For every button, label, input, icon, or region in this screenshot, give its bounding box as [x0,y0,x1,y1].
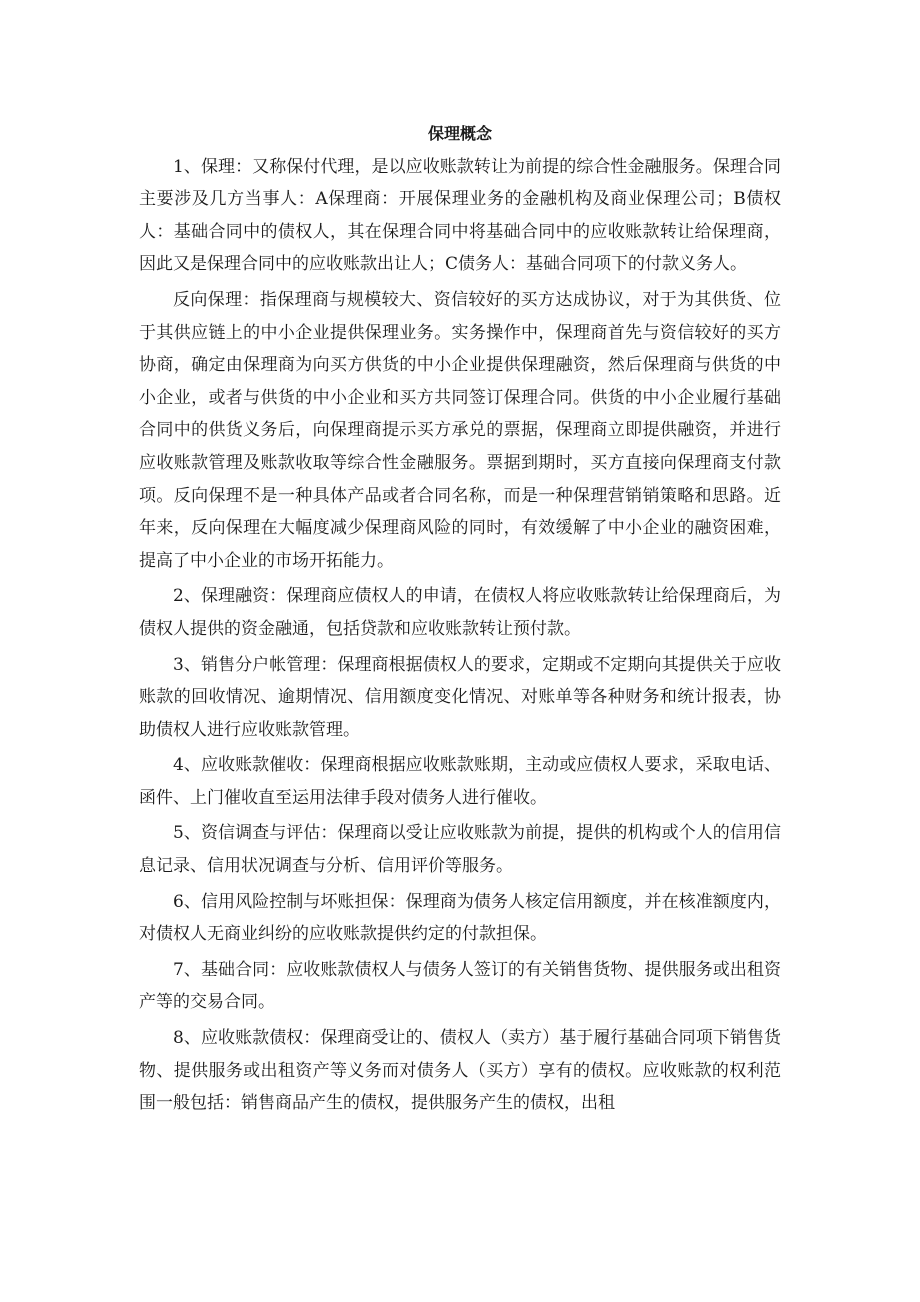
paragraph-receivables-collection: 4、应收账款催收：保理商根据应收账款账期，主动或应债权人要求，采取电话、函件、上门催收直至运用法律手段对债务人进行催收。 [139,755,781,808]
document-title: 保理概念 [427,124,492,143]
paragraph-underlying-contract: 7、基础合同：应收账款债权人与债务人签订的有关销售货物、提供服务或出租资产等的交易合同。 [139,959,781,1013]
document-body [139,118,781,1120]
paragraph-receivables-claim: 8、应收账款债权：保理商受让的、债权人（卖方）基于履行基础合同项下销售货物、提供服务或出租资产等义务而对债务人（买方）享有的债权。应收账款的权利范围一般包括：销售商品产生的债权，提供服务产生的债权，出租 [139,1028,781,1114]
paragraph-credit-risk-guarantee: 6、信用风险控制与坏账担保：保理商为债务人核定信用额度，并在核准额度内，对债权人无商业纠纷的应收账款提供约定的付款担保。 [139,891,781,945]
paragraph-sales-ledger-management: 3、销售分户帐管理：保理商根据债权人的要求，定期或不定期向其提供关于应收账款的回收情况、逾期情况、信用额度变化情况、对账单等各种财务和统计报表，协助债权人进行应收账款管理。 [139,654,781,740]
paragraph-reverse-factoring: 反向保理：指保理商与规模较大、资信较好的买方达成协议，对于为其供货、位于其供应链上的中小企业提供保理业务。实务操作中，保理商首先与资信较好的买方协商，确定由保理商为向买方供货的中小企业提供保理融资，然后保理商与供货的中小企业，或者与供货的中小企业和买方共同签订保理合同。供货的中小企业履行基础合同中的供货义务后，向保理商提示买方承兑的票据，保理商立即提供融资，并进行应收账款管理及账款收取等综合性金融服务。票据到期时，买方直接向保理商支付款项。反向保理不是一种具体产品或者合同名称，而是一种保理营销销策略和思路。近年来，反向保理在大幅度减少保理商风险的同时，有效缓解了中小企业的融资困难，提高了中小企业的市场开拓能力。 [139,289,781,571]
paragraph-factoring-definition: 1、保理：又称保付代理，是以应收账款转让为前提的综合性金融服务。保理合同主要涉及几方当事人：A保理商：开展保理业务的金融机构及商业保理公司；B债权人：基础合同中的债权人，其在保理合同中将基础合同中的应收账款转让给保理商，因此又是保理合同中的应收账款出让人；C债务人：基础合同项下的付款义务人。 [139,156,781,275]
paragraph-factoring-financing: 2、保理融资：保理商应债权人的申请，在债权人将应收账款转让给保理商后，为债权人提供的资金融通，包括贷款和应收账款转让预付款。 [139,586,781,639]
paragraph-credit-investigation: 5、资信调查与评估：保理商以受让应收账款为前提，提供的机构或个人的信用信息记录、信用状况调查与分析、信用评价等服务。 [139,823,781,877]
